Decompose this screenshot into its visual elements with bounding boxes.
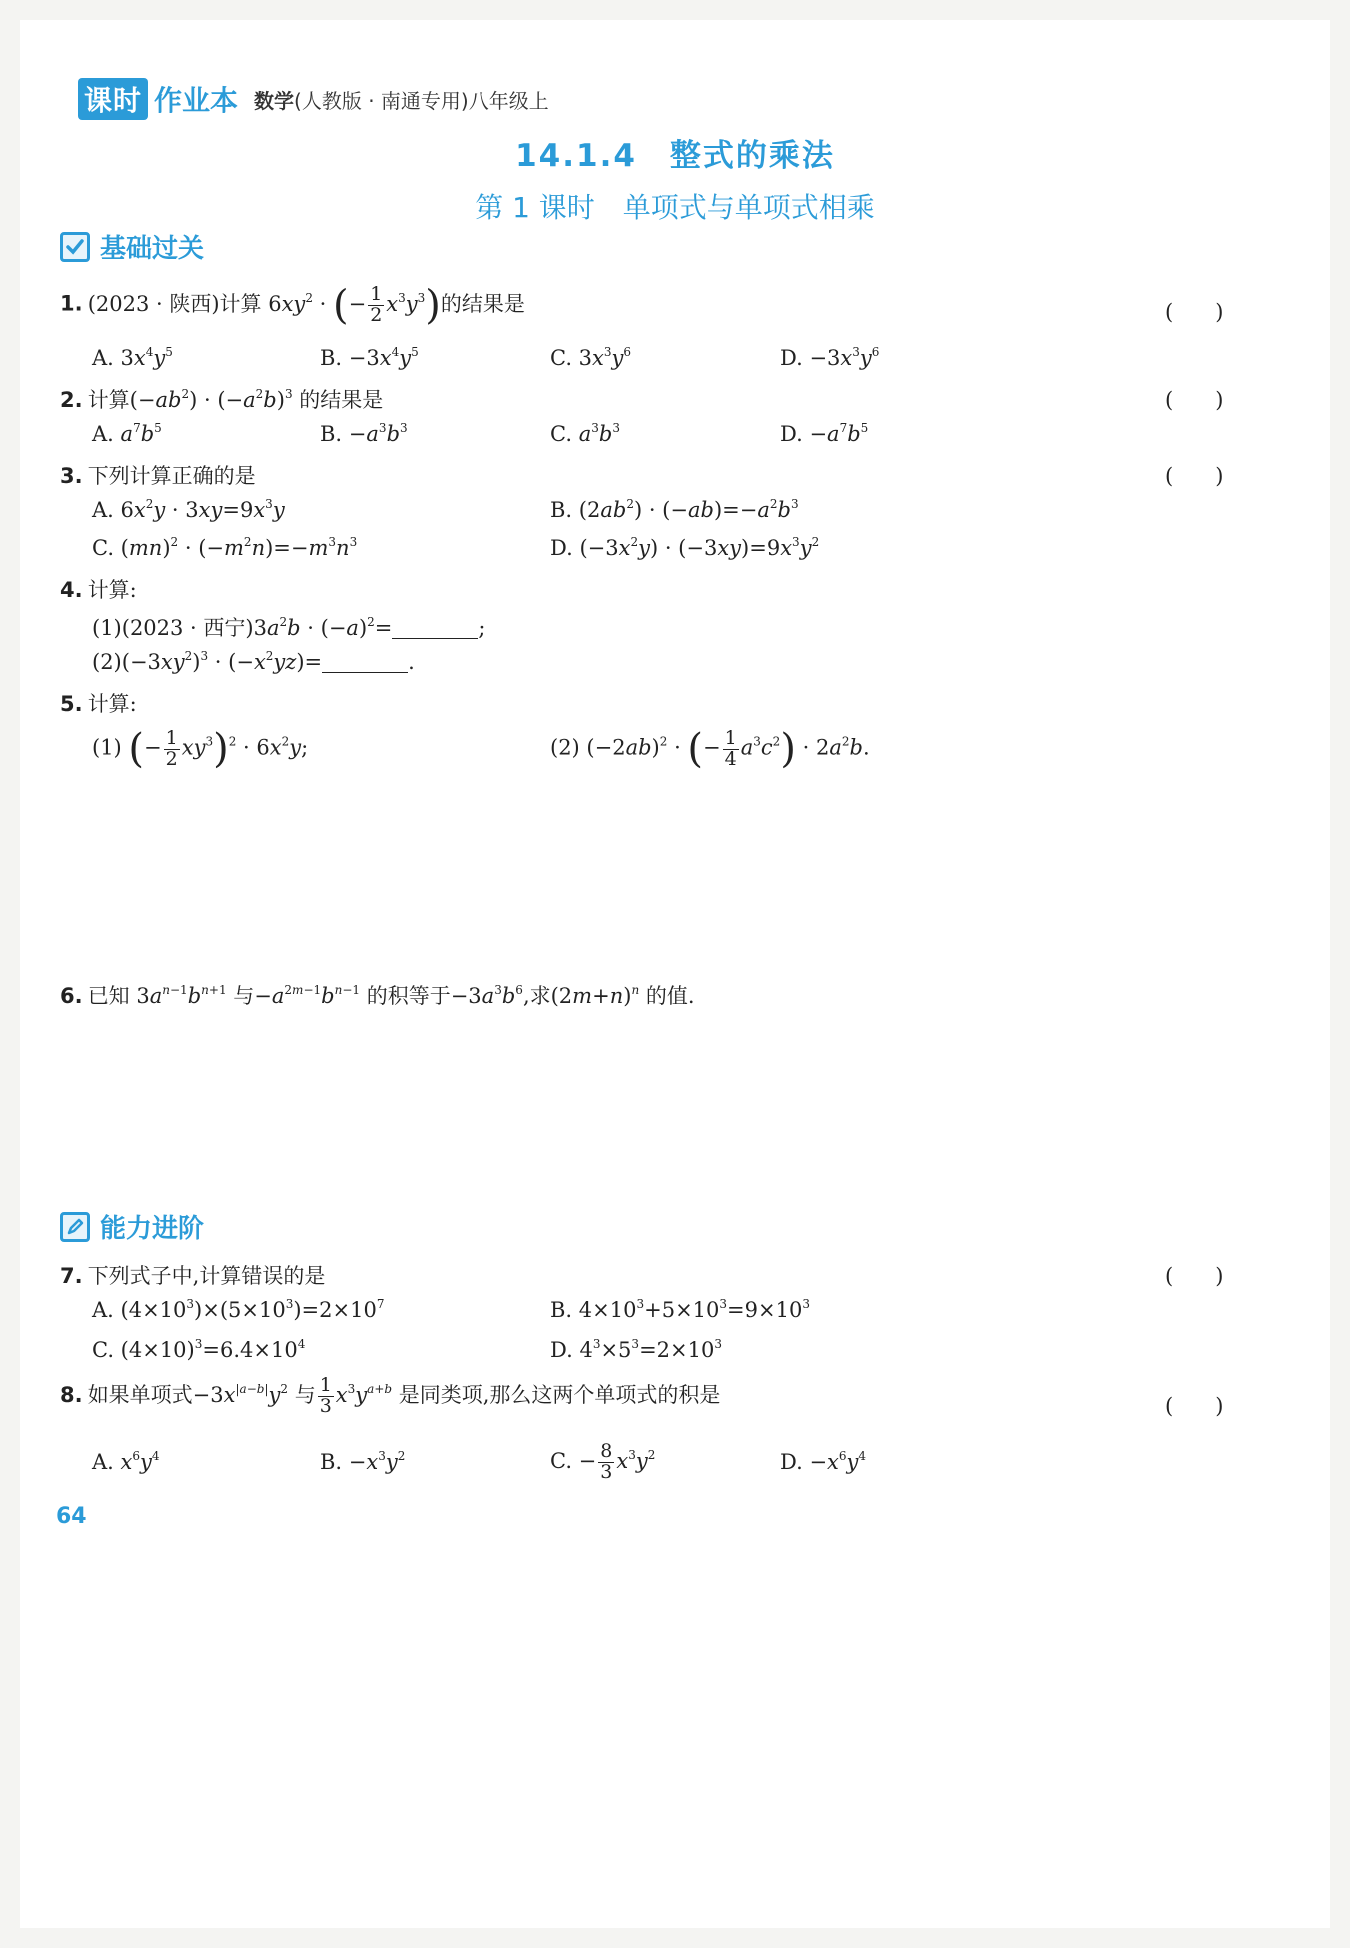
question-3: 3. 下列计算正确的是	[60, 464, 256, 488]
q1-option-a[interactable]: A. $3x^4y^5$	[92, 345, 173, 370]
answer-blank-4-1[interactable]	[392, 618, 478, 639]
question-4: 4. 计算:	[60, 578, 137, 602]
question-8: 8. 如果单项式$-3x^{|a-b|}y^2$ 与 $\frac{1}{3}$ $x^3y^{a+b}$ 是同类项,那么这两个单项式的积是	[60, 1374, 721, 1417]
answer-paren-7[interactable]: ( )	[1165, 1264, 1224, 1288]
question-5-part-1: (1) (− $\frac{1}{2}$ $xy^3)^2 \cdot 6x^2y$;	[92, 726, 309, 772]
q8-option-b[interactable]: B. $-x^3y^2$	[320, 1449, 406, 1474]
q7-option-a[interactable]: A. $(4\times 10^3)\times(5\times 10^3)=2\times 10^7$	[92, 1297, 385, 1322]
q1-option-d[interactable]: D. $-3x^3y^6$	[780, 345, 880, 370]
q2-option-d[interactable]: D. $-a^7b^5$	[780, 421, 869, 446]
page-number: 64	[56, 1504, 87, 1529]
section-basic	[60, 228, 204, 265]
header-brand	[78, 78, 549, 120]
answer-paren-8[interactable]: ( )	[1165, 1394, 1224, 1418]
section-advanced	[60, 1208, 204, 1245]
lesson-subtitle: 第 1 课时 单项式与单项式相乘	[475, 191, 875, 224]
q7-option-d[interactable]: D. $4^3\times 5^3=2\times 10^3$	[550, 1337, 722, 1362]
q2-option-c[interactable]: C. $a^3b^3$	[550, 421, 620, 446]
question-4-part-1: (1)(2023 · 西宁)$3a^2b \cdot (-a)^2=$ ;	[92, 615, 486, 640]
question-4-part-2: $(2)(-3xy^2)^3 \cdot (-x^2yz)=$ .	[92, 649, 415, 674]
question-2: 2. 计算$(-ab^2) \cdot (-a^2b)^3$ 的结果是	[60, 387, 384, 412]
q3-option-d[interactable]: D. $(-3x^2y) \cdot (-3xy)=9x^3y^2$	[550, 535, 820, 560]
lesson-title: 14.1.4 整式的乘法	[515, 138, 835, 174]
section-basic-label: 基础过关	[100, 234, 205, 264]
answer-paren-3[interactable]: ( )	[1165, 464, 1224, 488]
answer-blank-4-2[interactable]	[322, 652, 408, 673]
question-5: 5. 计算:	[60, 692, 137, 716]
subject-edition: 数学(人教版 · 南通专用)八年级上	[254, 88, 549, 113]
q3-option-a[interactable]: A. $6x^2y \cdot 3xy=9x^3y$	[92, 497, 285, 522]
section-advanced-label: 能力进阶	[100, 1214, 205, 1244]
q8-option-c[interactable]: C. − $\frac{8}{3}$ $x^3y^2$	[550, 1440, 656, 1483]
q2-option-a[interactable]: A. $a^7b^5$	[92, 421, 162, 446]
q2-option-b[interactable]: B. $-a^3b^3$	[320, 421, 408, 446]
q8-option-a[interactable]: A. $x^6y^4$	[92, 1449, 160, 1474]
answer-paren-2[interactable]: ( )	[1165, 388, 1224, 412]
q3-option-c[interactable]: C. $(mn)^2 \cdot (-m^2n)=-m^3n^3$	[92, 535, 358, 560]
question-1: 1. (2023 · 陕西)计算 $6xy^2$ · (− $\frac{1}{2}$ $x^3y^3$)的结果是	[60, 282, 525, 328]
pencil-icon	[60, 1212, 90, 1242]
brand-name: 作业本	[154, 84, 239, 117]
question-7: 7. 下列式子中,计算错误的是	[60, 1264, 326, 1288]
brand-logo: 课时	[78, 78, 148, 120]
q3-option-b[interactable]: B. $(2ab^2) \cdot (-ab)=-a^2b^3$	[550, 497, 799, 522]
q7-option-b[interactable]: B. $4\times 10^3+5\times 10^3=9\times 10^3$	[550, 1297, 810, 1322]
question-5-part-2: (2) $(-2ab)^2$ · (− $\frac{1}{4}$ $a^3c^2) \cdot 2a^2b$.	[550, 726, 870, 772]
q1-option-b[interactable]: B. $-3x^4y^5$	[320, 345, 419, 370]
question-6: 6. 已知 $3a^{n-1}b^{n+1}$ 与$-a^{2m-1}b^{n-1}$ 的积等于$-3a^3b^6$,求$(2m+n)^n$ 的值.	[60, 983, 695, 1008]
checkbox-icon	[60, 232, 90, 262]
answer-paren-1[interactable]: ( )	[1165, 300, 1224, 324]
page	[20, 20, 1330, 1928]
q8-option-d[interactable]: D. $-x^6y^4$	[780, 1449, 867, 1474]
q7-option-c[interactable]: C. $(4\times 10)^3=6.4\times 10^4$	[92, 1337, 306, 1362]
q1-option-c[interactable]: C. $3x^3y^6$	[550, 345, 632, 370]
